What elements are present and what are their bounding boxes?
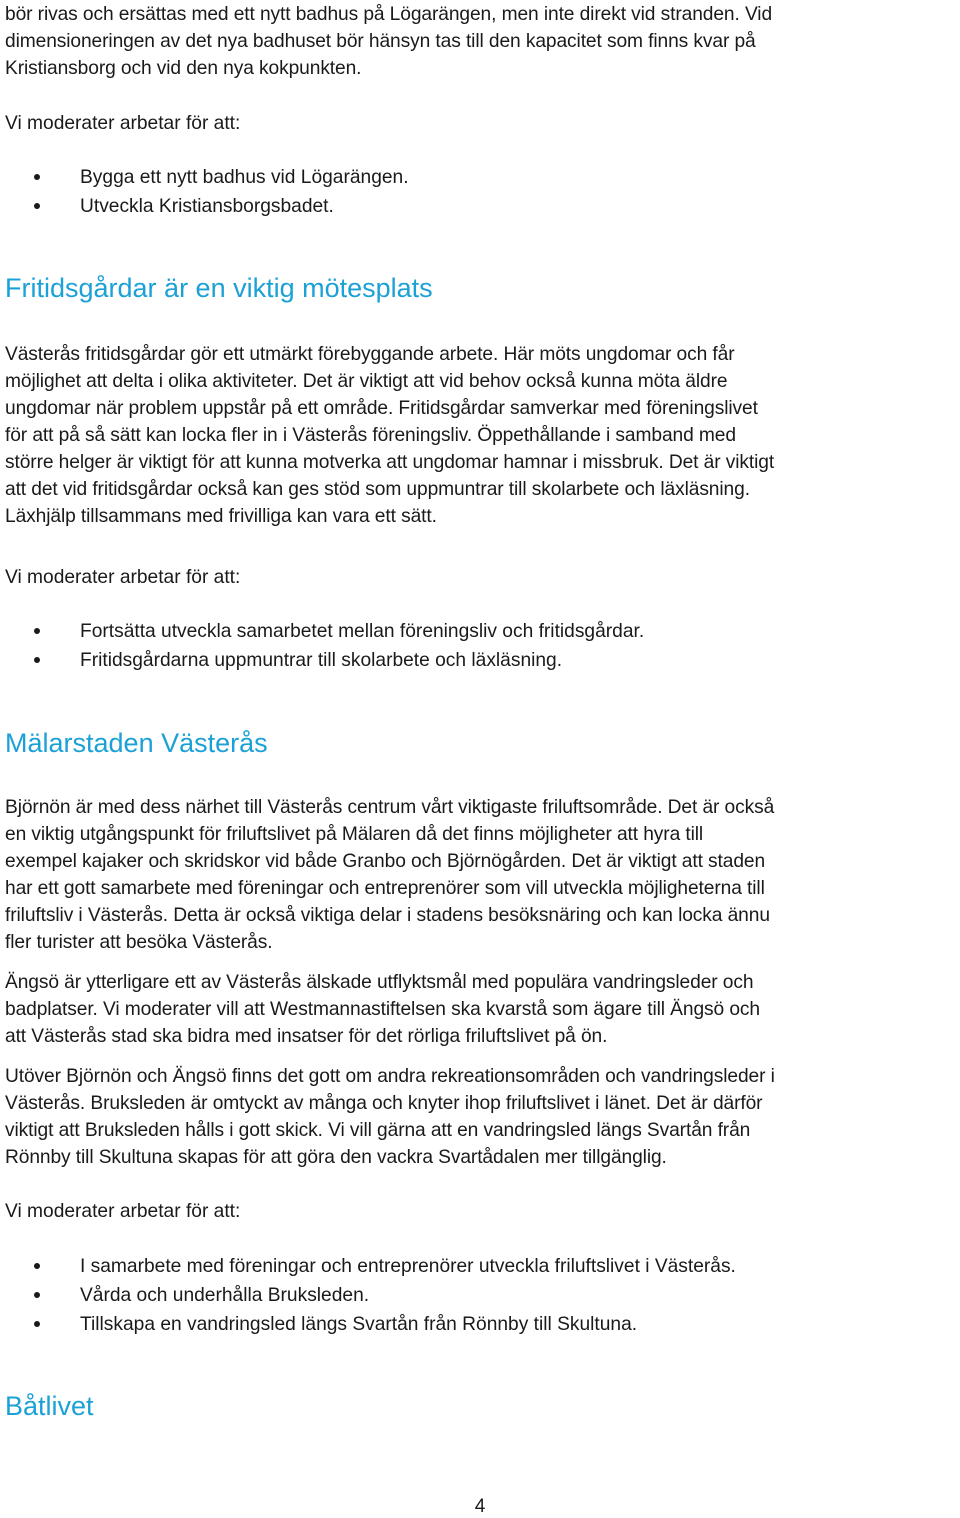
bullet-icon — [34, 174, 40, 180]
list-item: Tillskapa en vandringsled längs Svartån från Rönnby till Skultuna. — [5, 1310, 958, 1339]
bullet-list-2 — [5, 617, 958, 675]
malar-p1-block — [5, 794, 958, 956]
bullet-icon — [34, 657, 40, 663]
heading-fritidsgardar: Fritidsgårdar är en viktig mötesplats — [5, 273, 433, 303]
malar-p2-block — [5, 969, 958, 1050]
heading-batlivet: Båtlivet — [5, 1391, 94, 1421]
malar-p3-block — [5, 1063, 958, 1171]
heading-malarstaden: Mälarstaden Västerås — [5, 728, 268, 758]
bullet-list-3 — [5, 1252, 958, 1339]
subheading-moderater-1: Vi moderater arbetar för att: — [5, 113, 241, 134]
bullet-icon — [34, 628, 40, 634]
list-item: Utveckla Kristiansborgsbadet. — [5, 192, 958, 221]
subheading-moderater-2: Vi moderater arbetar för att: — [5, 567, 241, 588]
intro-section — [5, 1, 958, 82]
list-item: Fritidsgårdarna uppmuntrar till skolarbete och läxläsning. — [5, 646, 958, 675]
subheading-moderater-3: Vi moderater arbetar för att: — [5, 1201, 241, 1222]
fritid-paragraph: Västerås fritidsgårdar gör ett utmärkt förebyggande arbete. Här möts ungdomar och får möjlighet att delta i olika aktiviteter. Det är viktigt att vid behov också kunna möta äldre ungdomar när problem uppstår på ett område. Fritidsgårdar samverkar med föreningslivet för att på så sätt kan locka fler in i Västerås föreningsliv. Öppethållande i samband med större helger är viktigt för att kunna motverka att ungdomar hamnar i missbruk. Det är viktigt att det vid fritidsgårdar också kan ges stöd som uppmuntrar till skolarbete och läxläsning. Läxhjälp tillsammans med frivilliga kan vara ett sätt. — [5, 344, 775, 527]
list-item: Fortsätta utveckla samarbetet mellan föreningsliv och fritidsgårdar. — [5, 617, 958, 646]
list-item: Vårda och underhålla Bruksleden. — [5, 1281, 958, 1310]
intro-paragraph: bör rivas och ersättas med ett nytt badhus på Lögarängen, men inte direkt vid stranden. Vid dimensioneringen av det nya badhuset bör hänsyn tas till den kapacitet som finns kvar på Kristiansborg och vid den nya kokpunkten. — [5, 4, 773, 79]
malar-paragraph-2: Ängsö är ytterligare ett av Västerås älskade utflyktsmål med populära vandringsleder och badplatser. Vi moderater vill att Westmannastiftelsen ska kvarstå som ägare till Ängsö och att Västerås stad ska bidra med insatser för det rörliga friluftslivet på ön. — [5, 972, 760, 1047]
page-number: 4 — [474, 1496, 486, 1517]
bullet-list-1 — [5, 163, 958, 221]
fritid-section — [5, 341, 958, 530]
bullet-icon — [34, 1263, 40, 1269]
malar-paragraph-1: Björnön är med dess närhet till Västerås centrum vårt viktigaste friluftsområde. Det är också en viktig utgångspunkt för friluftslivet på Mälaren då det finns möjligheter att hyra till exempel kajaker och skridskor vid både Granbo och Björnögården. Det är viktigt att staden har ett gott samarbete med föreningar och entreprenörer som vill utveckla möjligheterna till friluftsliv i Västerås. Detta är också viktiga delar i stadens besöksnäring och kan locka ännu fler turister att besöka Västerås. — [5, 797, 775, 953]
malar-paragraph-3: Utöver Björnön och Ängsö finns det gott om andra rekreationsområden och vandringsleder i Västerås. Bruksleden är omtyckt av många och knyter ihop friluftslivet i länet. Det är därför viktigt att Bruksleden hålls i gott skick. Vi vill gärna att en vandringsled längs Svartån från Rönnby till Skultuna skapas för att göra den vackra Svartådalen mer tillgänglig. — [5, 1066, 775, 1168]
list-item: Bygga ett nytt badhus vid Lögarängen. — [5, 163, 958, 192]
bullet-icon — [34, 1321, 40, 1327]
list-item: I samarbete med föreningar och entreprenörer utveckla friluftslivet i Västerås. — [5, 1252, 958, 1281]
bullet-icon — [34, 203, 40, 209]
bullet-icon — [34, 1292, 40, 1298]
